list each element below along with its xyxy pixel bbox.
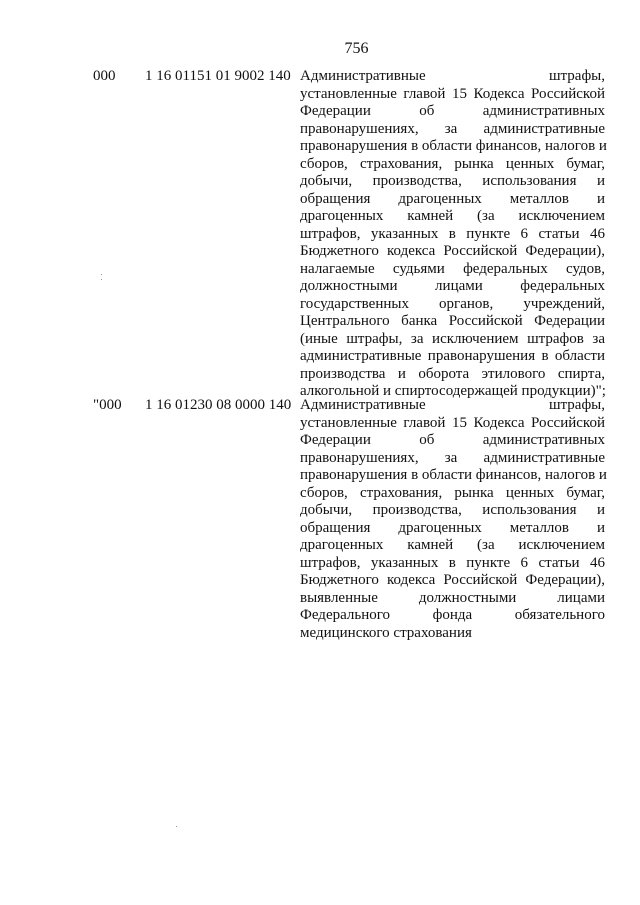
description-line: драгоценных камней (за исключением xyxy=(300,537,605,553)
description-line: обращения драгоценных металлов и xyxy=(300,519,605,536)
description-line: штрафов, указанных в пункте 6 статьи 46 xyxy=(300,225,605,242)
description-line: правонарушениях, за административные xyxy=(300,120,605,137)
description-line: государственных органов, учреждений, xyxy=(300,295,605,312)
description-line: правонарушения в области финансов, налогов и xyxy=(300,138,607,154)
scan-speck xyxy=(176,826,177,827)
scan-speck xyxy=(101,274,102,275)
description-line: (иные штрафы, за исключением штрафов за xyxy=(300,330,605,347)
kbk-code: 1 16 01230 08 0000 140 xyxy=(145,397,292,413)
description-line: правонарушениях, за административные xyxy=(300,449,605,466)
description-line: правонарушения в области финансов, налогов и xyxy=(300,467,607,483)
description-line: сборов, страхования, рынка ценных бумаг, xyxy=(300,155,605,172)
description-line: налагаемые судьями федеральных судов, xyxy=(300,260,605,277)
description-line: сборов, страхования, рынка ценных бумаг, xyxy=(300,484,605,501)
description-line: Бюджетного кодекса Российской Федерации), xyxy=(300,572,605,588)
kbk-code: 1 16 01151 01 9002 140 xyxy=(145,68,291,84)
description-line: обращения драгоценных металлов и xyxy=(300,190,605,207)
scan-speck xyxy=(101,279,102,280)
description-line: производства и оборота этилового спирта, xyxy=(300,365,605,382)
description-line: Федерации об административных xyxy=(300,103,605,119)
description-line: Федерального фонда обязательного xyxy=(300,607,605,623)
description-line: административные правонарушения в области xyxy=(300,348,605,364)
admin-code: "000 xyxy=(93,397,122,413)
admin-code: 000 xyxy=(93,68,116,84)
description-line: должностными лицами федеральных xyxy=(300,278,605,294)
description-line: Бюджетного кодекса Российской Федерации), xyxy=(300,243,605,259)
description-line: штрафов, указанных в пункте 6 статьи 46 xyxy=(300,554,605,571)
description-line: Административные штрафы, xyxy=(300,68,605,84)
description-line: Административные штрафы, xyxy=(300,397,605,413)
description-line: добычи, производства, использования и xyxy=(300,173,605,189)
description-line: Центрального банка Российской Федерации xyxy=(300,313,605,329)
description-line: Федерации об административных xyxy=(300,432,605,448)
description-line: драгоценных камней (за исключением xyxy=(300,208,605,224)
description-line: установленные главой 15 Кодекса Российской xyxy=(300,85,605,102)
description-line: выявленные должностными лицами xyxy=(300,589,605,606)
description-line: медицинского страхования xyxy=(300,624,472,641)
description-line: добычи, производства, использования и xyxy=(300,502,605,518)
description-line: установленные главой 15 Кодекса Российской xyxy=(300,414,605,431)
description-line: алкогольной и спиртосодержащей продукции)"; xyxy=(300,383,606,399)
page-number: 756 xyxy=(344,40,369,57)
entry-description xyxy=(300,68,605,401)
entry-description xyxy=(300,397,605,642)
